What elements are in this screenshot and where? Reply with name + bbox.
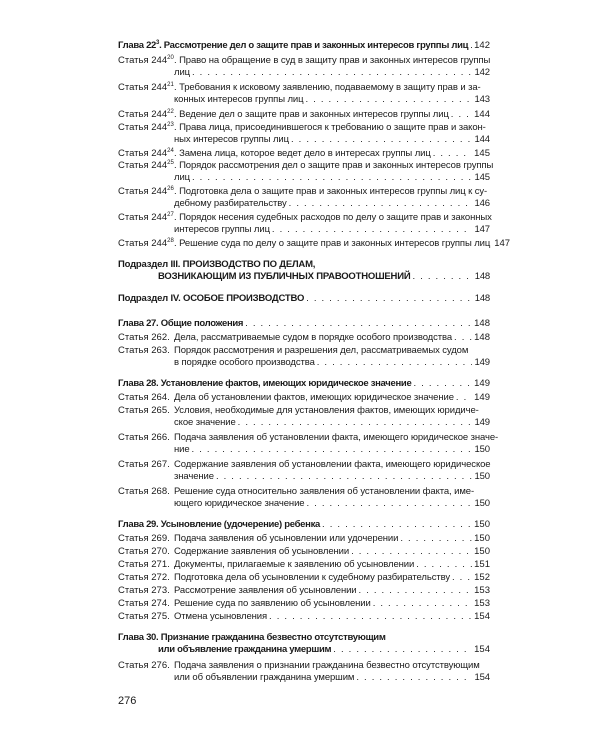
article-title: Отмена усыновления — [174, 611, 268, 622]
chapter-label: Глава 29 — [118, 519, 157, 530]
page-number: 153 — [474, 598, 490, 609]
article-label: Статья 272. — [118, 572, 170, 583]
page-number: 152 — [474, 572, 490, 583]
page-number: 149 — [474, 357, 490, 368]
toc-article-271[interactable] — [118, 559, 490, 571]
article-title-cont: интересов группы лиц — [174, 224, 270, 235]
dot-leader — [306, 293, 473, 305]
toc-article-269[interactable] — [118, 533, 490, 545]
article-label: Статья 244 — [118, 55, 168, 66]
page-number: 143 — [474, 94, 490, 105]
article-label: Статья 265. — [118, 405, 170, 416]
toc-article-268[interactable] — [118, 486, 490, 510]
dot-leader — [192, 172, 472, 184]
page-number: 153 — [474, 585, 490, 596]
article-sup: 26 — [167, 186, 174, 192]
article-label: Статья 244 — [118, 186, 168, 197]
toc-article-244-26[interactable] — [118, 186, 490, 210]
page-number: 154 — [474, 672, 490, 683]
toc-article-263[interactable] — [118, 345, 490, 369]
dot-leader — [306, 498, 472, 510]
toc-article-265[interactable] — [118, 405, 490, 429]
toc-article-244-28[interactable] — [118, 238, 511, 250]
dot-leader — [454, 332, 472, 344]
article-title: Подготовка дела об усыновлении к судебному разбирательству — [174, 572, 450, 583]
dot-leader — [322, 519, 472, 531]
article-title-cont: лиц — [174, 172, 190, 183]
page-number: 142 — [474, 40, 490, 51]
toc-chapter-29[interactable] — [118, 519, 490, 531]
chapter-title: . Признание гражданина безвестно отсутствующим — [156, 632, 386, 643]
article-label: Статья 267. — [118, 459, 170, 470]
page-number: 146 — [474, 198, 490, 209]
article-sup: 20 — [167, 55, 174, 61]
page-number: 150 — [474, 519, 490, 530]
toc-article-264[interactable] — [118, 392, 490, 404]
chapter-title: . Усыновление (удочерение) ребенка — [156, 519, 321, 530]
article-label: Статья 244 — [118, 212, 168, 223]
toc-article-270[interactable] — [118, 546, 490, 558]
chapter-title: . Рассмотрение дел о защите прав и законных интересов группы лиц — [159, 40, 469, 51]
dot-leader — [373, 598, 472, 610]
dot-leader — [269, 611, 472, 623]
toc-article-244-23[interactable] — [118, 122, 490, 146]
chapter-label: Глава 27 — [118, 318, 157, 329]
article-label: Статья 262. — [118, 332, 170, 343]
article-title: Документы, прилагаемые к заявлению об усыновлении — [174, 559, 415, 570]
dot-leader — [289, 198, 473, 210]
page-number: 149 — [474, 392, 490, 403]
dot-leader — [359, 585, 473, 597]
page-number: 144 — [474, 109, 490, 120]
article-label: Статья 244 — [118, 238, 168, 249]
toc-article-275[interactable] — [118, 611, 490, 623]
dot-leader — [433, 148, 472, 160]
page-number: 151 — [474, 559, 490, 570]
toc-subsection-3[interactable] — [118, 259, 490, 283]
dot-leader — [470, 40, 472, 52]
dot-leader — [413, 378, 472, 390]
article-label: Статья 276. — [118, 660, 170, 671]
dot-leader — [333, 644, 472, 656]
chapter-title: . Общие положения — [156, 318, 244, 329]
chapter-sup: 3 — [156, 40, 160, 46]
article-label: Статья 269. — [118, 533, 170, 544]
toc-article-267[interactable] — [118, 459, 490, 483]
dot-leader — [291, 134, 472, 146]
chapter-title-cont: или объявление гражданина умершим — [158, 644, 332, 655]
toc-chapter-30[interactable] — [118, 632, 490, 656]
page-number: 148 — [474, 332, 490, 343]
article-sup: 28 — [167, 238, 174, 244]
article-sup: 25 — [167, 160, 174, 166]
chapter-label: Глава 28 — [118, 378, 157, 389]
dot-leader — [456, 392, 472, 404]
page-number: 154 — [474, 644, 490, 655]
article-title: . Подготовка дела о защите прав и законных интересов группы лиц к су- — [174, 186, 488, 197]
dot-leader — [452, 572, 472, 584]
article-title: Подача заявления об усыновлении или удочерении — [174, 533, 399, 544]
page-number: 149 — [474, 378, 490, 389]
page-number: 149 — [474, 417, 490, 428]
page-number: 150 — [474, 546, 490, 557]
dot-leader — [192, 67, 472, 79]
article-title: . Ведение дел о защите прав и законных интересов группы лиц — [174, 109, 449, 120]
article-title: Порядок рассмотрения и разрешения дел, рассматриваемых судом — [174, 345, 469, 356]
dot-leader — [216, 471, 472, 483]
page-number: 142 — [474, 67, 490, 78]
article-title-cont: конных интересов группы лиц — [174, 94, 304, 105]
dot-leader — [416, 559, 472, 571]
article-title: . Право на обращение в суд в защиту прав и законных интересов группы — [174, 55, 491, 66]
article-title-cont: значение — [174, 471, 214, 482]
dot-leader — [412, 271, 472, 283]
article-label: Статья 266. — [118, 432, 170, 443]
article-title: Содержание заявления об усыновлении — [174, 546, 350, 557]
article-title: Содержание заявления об установлении факта, имеющего юридическое — [174, 459, 491, 470]
dot-leader — [317, 357, 473, 369]
article-sup: 27 — [167, 212, 174, 218]
article-label: Статья 271. — [118, 559, 170, 570]
article-title: . Права лица, присоединившегося к требованию о защите прав и закон- — [174, 122, 486, 133]
page-folio: 276 — [118, 695, 137, 707]
toc-chapter-27[interactable] — [118, 318, 490, 330]
article-sup: 22 — [167, 109, 174, 115]
dot-leader — [245, 318, 472, 330]
page-number: 148 — [474, 293, 490, 304]
toc-article-262[interactable] — [118, 332, 490, 344]
article-title: Дела об установлении фактов, имеющих юридическое значение — [174, 392, 454, 403]
dot-leader — [356, 672, 472, 684]
article-title-cont: в порядке особого производства — [174, 357, 315, 368]
toc-subsection-4[interactable] — [118, 293, 490, 305]
article-title: Дела, рассматриваемые судом в порядке особого производства — [174, 332, 453, 343]
article-title-cont: или об объявлении гражданина умершим — [174, 672, 355, 683]
page-number: 147 — [494, 238, 511, 249]
page-number: 145 — [474, 148, 490, 159]
dot-leader — [238, 417, 473, 429]
article-label: Статья 244 — [118, 160, 168, 171]
article-title: . Порядок несения судебных расходов по делу о защите прав и законных — [174, 212, 492, 223]
article-sup: 23 — [167, 122, 174, 128]
toc-article-244-27[interactable] — [118, 212, 490, 236]
subsection-title-cont: ВОЗНИКАЮЩИМ ИЗ ПУБЛИЧНЫХ ПРАВООТНОШЕНИЙ — [158, 271, 411, 282]
article-title: Решение суда по заявлению об усыновлении — [174, 598, 371, 609]
article-sup: 24 — [167, 148, 174, 154]
page-number: 148 — [474, 318, 490, 329]
page-number: 150 — [474, 444, 490, 455]
toc-article-244-20[interactable] — [118, 55, 490, 79]
article-title-cont: ние — [174, 444, 190, 455]
toc-chapter-28[interactable] — [118, 378, 490, 390]
dot-leader — [305, 94, 472, 106]
article-label: Статья 244 — [118, 122, 168, 133]
dot-leader — [351, 546, 472, 558]
article-title: . Решение суда по делу о защите прав и законных интересов группы лиц — [174, 238, 491, 249]
dot-leader — [451, 109, 472, 121]
article-title: Решение суда относительно заявления об установлении факта, име- — [174, 486, 475, 497]
article-title: Подача заявления о признании гражданина безвестно отсутствующим — [174, 660, 480, 671]
article-label: Статья 275. — [118, 611, 170, 622]
page-number: 150 — [474, 498, 490, 509]
article-title-cont: лиц — [174, 67, 190, 78]
page-number: 144 — [474, 134, 490, 145]
article-label: Статья 270. — [118, 546, 170, 557]
subsection-title: Подраздел IV. ОСОБОЕ ПРОИЗВОДСТВО — [118, 293, 305, 304]
article-label: Статья 273. — [118, 585, 170, 596]
article-label: Статья 244 — [118, 109, 168, 120]
page-number: 154 — [474, 611, 490, 622]
article-title-cont: дебному разбирательству — [174, 198, 287, 209]
article-title: . Требования к исковому заявлению, подаваемому в защиту прав и за- — [174, 82, 481, 93]
subsection-title: Подраздел III. ПРОИЗВОДСТВО ПО ДЕЛАМ, — [118, 259, 316, 270]
toc-article-272[interactable] — [118, 572, 490, 584]
page-number: 150 — [474, 471, 490, 482]
page-number: 148 — [474, 271, 490, 282]
article-title-cont: ское значение — [174, 417, 236, 428]
article-title: . Порядок рассмотрения дел о защите прав и законных интересов группы — [174, 160, 494, 171]
toc-article-266[interactable] — [118, 432, 499, 456]
toc-article-244-25[interactable] — [118, 160, 494, 184]
article-title: Подача заявления об установлении факта, имеющего юридическое значе- — [174, 432, 499, 443]
toc-article-276[interactable] — [118, 660, 490, 684]
article-title: Условия, необходимые для установления фактов, имеющих юридиче- — [174, 405, 479, 416]
dot-leader — [192, 444, 473, 456]
page-number: 145 — [474, 172, 490, 183]
article-title-cont: ющего юридическое значение — [174, 498, 305, 509]
toc-article-273[interactable] — [118, 585, 490, 597]
chapter-label: Глава 22 — [118, 40, 157, 51]
article-title-cont: ных интересов группы лиц — [174, 134, 289, 145]
article-label: Статья 244 — [118, 148, 168, 159]
article-title: . Замена лица, которое ведет дело в интересах группы лиц — [174, 148, 431, 159]
page-number: 150 — [474, 533, 490, 544]
article-title: Рассмотрение заявления об усыновлении — [174, 585, 357, 596]
toc-article-244-22[interactable] — [118, 109, 490, 121]
article-sup: 21 — [167, 82, 174, 88]
article-label: Статья 264. — [118, 392, 170, 403]
toc-chapter-22-3[interactable] — [118, 40, 490, 52]
dot-leader — [272, 224, 473, 236]
toc-article-274[interactable] — [118, 598, 490, 610]
article-label: Статья 268. — [118, 486, 170, 497]
chapter-label: Глава 30 — [118, 632, 157, 643]
article-label: Статья 274. — [118, 598, 170, 609]
page-number: 147 — [474, 224, 490, 235]
chapter-title: . Установление фактов, имеющих юридическое значение — [156, 378, 412, 389]
dot-leader — [400, 533, 472, 545]
toc-article-244-24[interactable] — [118, 148, 490, 160]
toc-article-244-21[interactable] — [118, 82, 490, 106]
article-label: Статья 263. — [118, 345, 170, 356]
article-label: Статья 244 — [118, 82, 168, 93]
